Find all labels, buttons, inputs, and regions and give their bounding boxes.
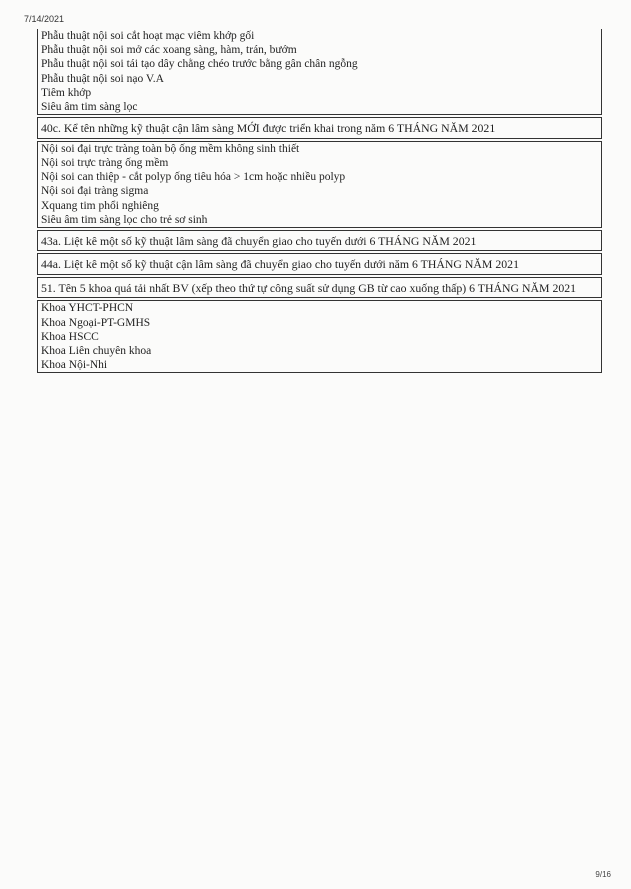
list-item: Khoa HSCC xyxy=(41,330,99,343)
list-item: Siêu âm tim sàng lọc xyxy=(41,101,138,114)
list-item: Nội soi trực tràng ống mềm xyxy=(41,156,169,169)
page-number: 9/16 xyxy=(595,870,611,879)
question-43a-heading: 43a. Liệt kê một số kỹ thuật lâm sàng đã chuyển giao cho tuyến dưới 6 THÁNG NĂM 2021 xyxy=(37,230,602,252)
question-40c-heading: 40c. Kể tên những kỹ thuật cận lâm sàng MỚI được triển khai trong năm 6 THÁNG NĂM 2021 xyxy=(37,117,602,139)
question-51-heading: 51. Tên 5 khoa quá tải nhất BV (xếp theo thứ tự công suất sử dụng GB từ cao xuống thấp) 6 THÁNG NĂM 2021 xyxy=(37,277,602,299)
question-51-answer-list xyxy=(37,300,602,373)
list-item: Khoa YHCT-PHCN xyxy=(41,302,134,315)
list-item: Xquang tim phổi nghiêng xyxy=(41,199,159,212)
question-40c-answer-list xyxy=(37,141,602,228)
list-item: Phẫu thuật nội soi cắt hoạt mạc viêm khớp gối xyxy=(41,30,255,42)
list-item: Tiêm khớp xyxy=(41,86,92,99)
list-item: Khoa Liên chuyên khoa xyxy=(41,345,152,358)
list-item: Phẫu thuật nội soi mở các xoang sàng, hàm, trán, bướm xyxy=(41,44,297,57)
list-item: Phẫu thuật nội soi tái tạo dây chằng chéo trước bằng gân chân ngỗng xyxy=(41,58,358,71)
print-date: 7/14/2021 xyxy=(24,14,65,24)
previous-technique-list xyxy=(37,29,602,115)
survey-document xyxy=(37,29,602,373)
question-44a-heading: 44a. Liệt kê một số kỹ thuật cận lâm sàng đã chuyển giao cho tuyến dưới năm 6 THÁNG NĂM 2021 xyxy=(37,253,602,275)
list-item: Nội soi can thiệp - cắt polyp ống tiêu hóa > 1cm hoặc nhiều polyp xyxy=(41,171,346,184)
list-item: Khoa Ngoại-PT-GMHS xyxy=(41,316,151,329)
list-item: Siêu âm tim sàng lọc cho trẻ sơ sinh xyxy=(41,213,208,226)
list-item: Phẫu thuật nội soi nạo V.A xyxy=(41,72,164,85)
list-item: Khoa Nội-Nhi xyxy=(41,359,108,372)
list-item: Nội soi đại tràng sigma xyxy=(41,185,149,198)
list-item: Nội soi đại trực tràng toàn bộ ống mềm không sinh thiết xyxy=(41,142,300,155)
